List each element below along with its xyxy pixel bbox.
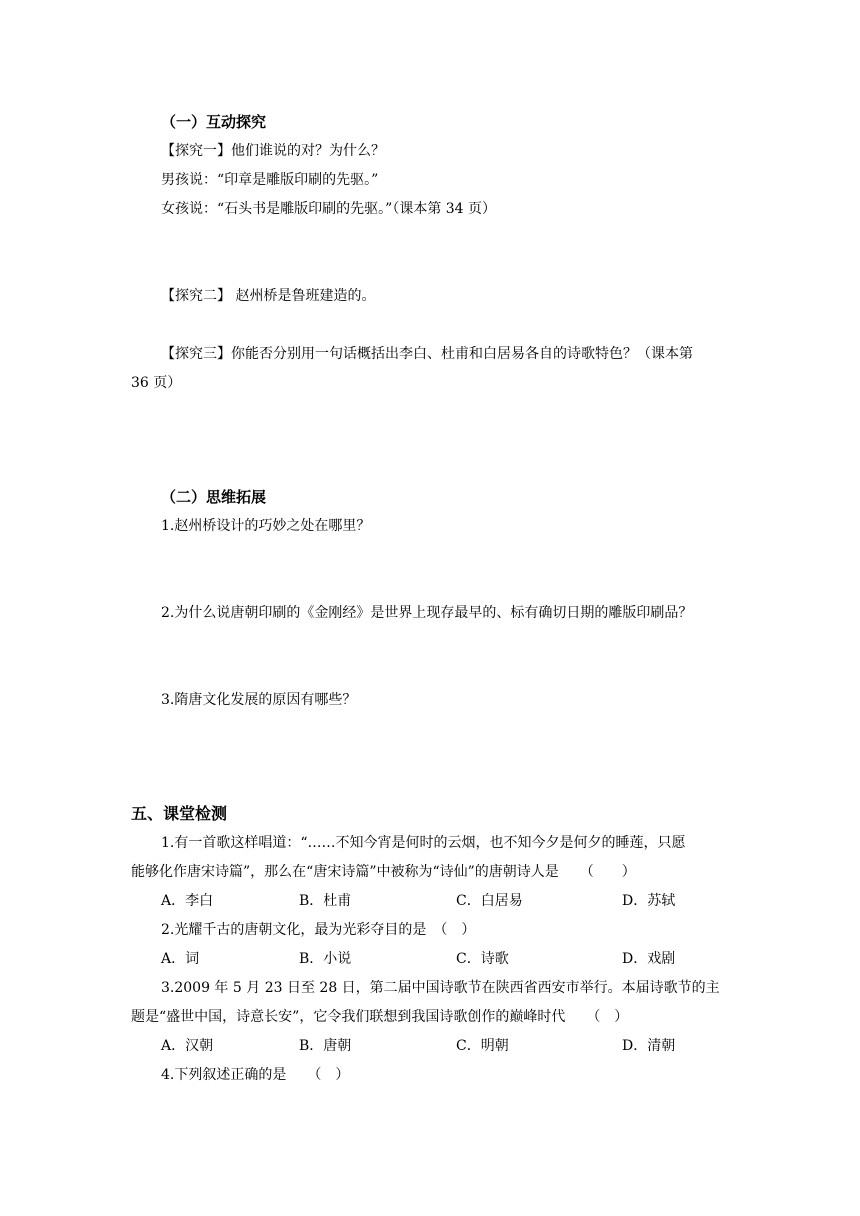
test-question-1-option-a: A．李白: [161, 893, 214, 909]
test-question-1-option-b: B．杜甫: [299, 893, 352, 909]
extension-question-2: 2.为什么说唐朝印刷的《金刚经》是世界上现存最早的、标有确切日期的雕版印刷品？: [161, 605, 693, 621]
test-question-3-option-d: D．清朝: [622, 1038, 676, 1054]
test-question-3-option-a: A．汉朝: [161, 1038, 214, 1054]
test-question-4-line1: 4.下列叙述正确的是 （ ）: [161, 1067, 350, 1083]
inquiry-one-girl-says: 女孩说：“石头书是雕版印刷的先驱。”（课本第 34 页）: [161, 201, 497, 217]
test-question-2-option-b: B．小说: [299, 951, 352, 967]
section-heading-classroom-test: 五、课堂检测: [131, 804, 228, 823]
test-question-2-option-a: A．词: [161, 951, 200, 967]
test-question-2-option-d: D．戏剧: [622, 951, 676, 967]
test-question-2-line1: 2.光耀千古的唐朝文化，最为光彩夺目的是 （ ）: [161, 922, 476, 938]
extension-question-3: 3.隋唐文化发展的原因有哪些？: [161, 692, 357, 708]
test-question-3-line2: 题是“盛世中国，诗意长安”，它令我们联想到我国诗歌创作的巅峰时代 （ ）: [131, 1009, 629, 1025]
inquiry-one-question: 【探究一】他们谁说的对？为什么？: [161, 143, 385, 159]
inquiry-two-question: 【探究二】 赵州桥是鲁班建造的。: [161, 288, 376, 304]
inquiry-three-question-line1: 【探究三】你能否分别用一句话概括出李白、杜甫和白居易各自的诗歌特色？（课本第: [161, 346, 693, 362]
test-question-2-option-c: C．诗歌: [456, 951, 509, 967]
test-question-3-option-b: B．唐朝: [299, 1038, 352, 1054]
inquiry-one-boy-says: 男孩说：“印章是雕版印刷的先驱。”: [161, 172, 379, 188]
test-question-1-option-c: C．白居易: [456, 893, 523, 909]
test-question-3-option-c: C．明朝: [456, 1038, 509, 1054]
section-heading-interactive-inquiry: （一）互动探究: [161, 113, 267, 131]
test-question-1-line2: 能够化作唐宋诗篇”，那么在“唐宋诗篇”中被称为“诗仙”的唐朝诗人是 （ ）: [131, 864, 636, 880]
inquiry-three-question-line2: 36 页）: [131, 375, 182, 391]
test-question-1-option-d: D．苏轼: [622, 893, 676, 909]
test-question-1-line1: 1.有一首歌这样唱道：“……不知今宵是何时的云烟，也不知今夕是何夕的睡莲，只愿: [161, 835, 686, 851]
extension-question-1: 1.赵州桥设计的巧妙之处在哪里？: [161, 518, 371, 534]
test-question-3-line1: 3.2009 年 5 月 23 日至 28 日，第二届中国诗歌节在陕西省西安市举行。本届诗歌节的主: [161, 980, 720, 996]
section-heading-thinking-extension: （二）思维拓展: [161, 488, 267, 506]
